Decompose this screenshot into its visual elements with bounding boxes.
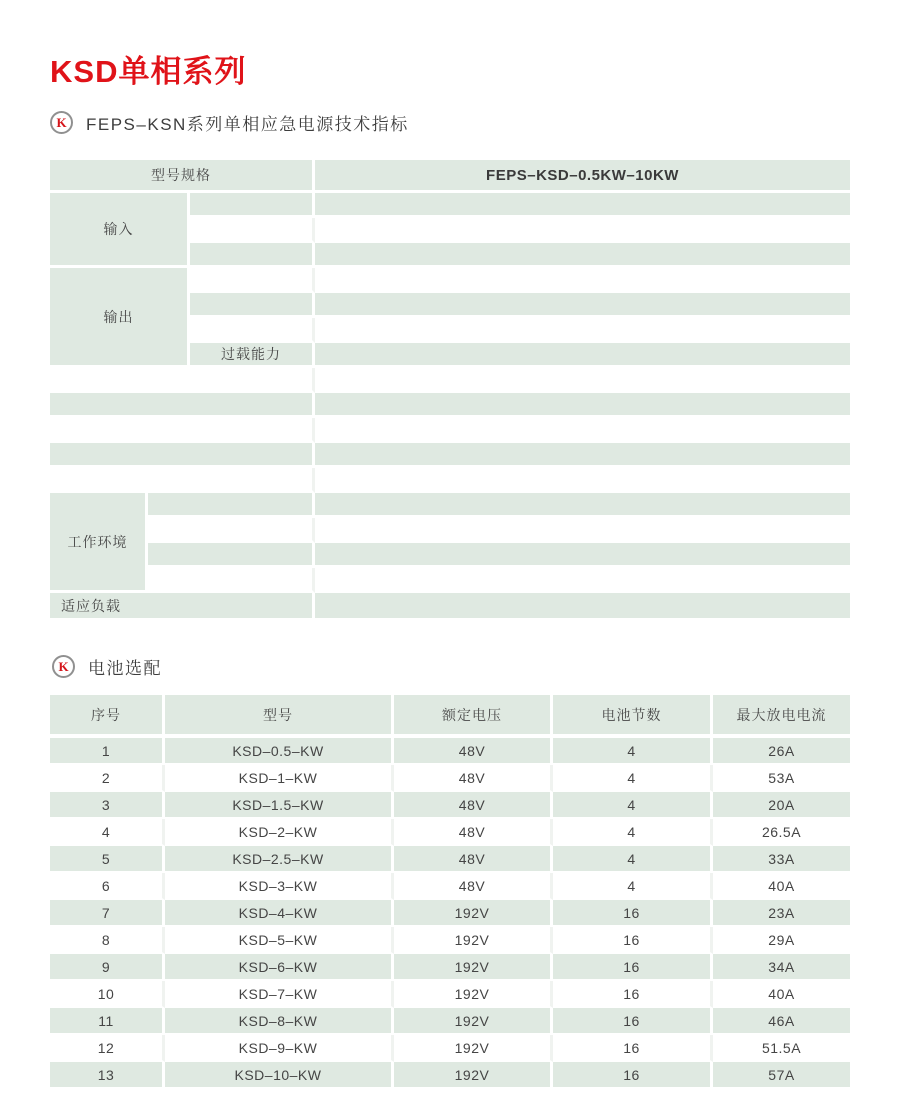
battery-cell: KSD–1.5–KW bbox=[165, 792, 394, 819]
spec-table bbox=[50, 160, 850, 618]
battery-cell: KSD–1–KW bbox=[165, 765, 394, 792]
page-title: KSD单相系列 bbox=[50, 54, 247, 89]
battery-cell: KSD–5–KW bbox=[165, 927, 394, 954]
battery-cell: 48V bbox=[394, 819, 553, 846]
battery-header-row bbox=[50, 695, 850, 738]
spec-empty-cell bbox=[315, 493, 850, 518]
battery-cell: KSD–10–KW bbox=[165, 1062, 394, 1089]
battery-cell: 26.5A bbox=[713, 819, 850, 846]
table-row bbox=[50, 873, 850, 900]
spec-empty-cell bbox=[315, 393, 850, 418]
spec-empty-cell bbox=[315, 543, 850, 568]
battery-cell: 40A bbox=[713, 873, 850, 900]
battery-cell: 16 bbox=[553, 981, 713, 1008]
battery-cell: KSD–2–KW bbox=[165, 819, 394, 846]
battery-cell: 8 bbox=[50, 927, 165, 954]
spec-empty-cell bbox=[148, 568, 315, 593]
battery-cell: 48V bbox=[394, 738, 553, 765]
table-row bbox=[50, 268, 850, 293]
battery-cell: 4 bbox=[553, 738, 713, 765]
table-row bbox=[50, 792, 850, 819]
battery-cell: 5 bbox=[50, 846, 165, 873]
table-row bbox=[50, 765, 850, 792]
spec-empty-cell bbox=[190, 243, 315, 268]
spec-empty-cell bbox=[315, 343, 850, 368]
battery-cell: 57A bbox=[713, 1062, 850, 1089]
table-row bbox=[50, 518, 850, 543]
battery-table bbox=[50, 695, 850, 1089]
battery-cell: 4 bbox=[50, 819, 165, 846]
battery-cell: KSD–4–KW bbox=[165, 900, 394, 927]
battery-cell: 192V bbox=[394, 900, 553, 927]
battery-cell: 53A bbox=[713, 765, 850, 792]
battery-cell: KSD–7–KW bbox=[165, 981, 394, 1008]
spec-empty-cell bbox=[315, 518, 850, 543]
spec-empty-cell bbox=[315, 318, 850, 343]
spec-overload-label: 过载能力 bbox=[190, 343, 315, 368]
battery-cell: KSD–8–KW bbox=[165, 1008, 394, 1035]
battery-cell: 4 bbox=[553, 873, 713, 900]
spec-model-label: 型号规格 bbox=[50, 160, 315, 193]
battery-cell: 16 bbox=[553, 1008, 713, 1035]
table-row bbox=[50, 418, 850, 443]
spec-load-label: 适应负载 bbox=[50, 593, 315, 618]
table-row bbox=[50, 468, 850, 493]
k-badge-icon: K bbox=[52, 655, 75, 678]
battery-cell: 4 bbox=[553, 792, 713, 819]
spec-empty-cell bbox=[50, 393, 315, 418]
battery-cell: 26A bbox=[713, 738, 850, 765]
spec-empty-cell bbox=[315, 443, 850, 468]
battery-cell: 4 bbox=[553, 765, 713, 792]
table-row bbox=[50, 954, 850, 981]
battery-cell: 16 bbox=[553, 954, 713, 981]
spec-empty-cell bbox=[315, 218, 850, 243]
spec-empty-cell bbox=[315, 568, 850, 593]
table-row bbox=[50, 160, 850, 193]
battery-column-header: 型号 bbox=[165, 695, 394, 738]
table-row bbox=[50, 981, 850, 1008]
spec-empty-cell bbox=[190, 268, 315, 293]
battery-cell: 51.5A bbox=[713, 1035, 850, 1062]
spec-empty-cell bbox=[148, 493, 315, 518]
battery-cell: 16 bbox=[553, 900, 713, 927]
battery-cell: 16 bbox=[553, 1035, 713, 1062]
battery-cell: 12 bbox=[50, 1035, 165, 1062]
spec-section-header bbox=[50, 110, 409, 135]
table-row bbox=[50, 846, 850, 873]
battery-cell: 48V bbox=[394, 792, 553, 819]
battery-cell: 34A bbox=[713, 954, 850, 981]
spec-empty-cell bbox=[315, 468, 850, 493]
battery-cell: 7 bbox=[50, 900, 165, 927]
battery-cell: 192V bbox=[394, 954, 553, 981]
spec-empty-cell bbox=[315, 243, 850, 268]
table-row bbox=[50, 738, 850, 765]
spec-empty-cell bbox=[315, 593, 850, 618]
battery-cell: 13 bbox=[50, 1062, 165, 1089]
battery-section-title: 电池选配 bbox=[88, 659, 162, 678]
spec-empty-cell bbox=[190, 293, 315, 318]
spec-empty-cell bbox=[50, 443, 315, 468]
table-row bbox=[50, 443, 850, 468]
table-row bbox=[50, 900, 850, 927]
spec-empty-cell bbox=[148, 518, 315, 543]
battery-cell: KSD–2.5–KW bbox=[165, 846, 394, 873]
spec-empty-cell bbox=[50, 468, 315, 493]
spec-output-label: 输出 bbox=[50, 268, 190, 368]
spec-empty-cell bbox=[190, 193, 315, 218]
battery-cell: 16 bbox=[553, 927, 713, 954]
battery-cell: 46A bbox=[713, 1008, 850, 1035]
battery-cell: KSD–3–KW bbox=[165, 873, 394, 900]
battery-cell: 10 bbox=[50, 981, 165, 1008]
battery-cell: 4 bbox=[553, 846, 713, 873]
battery-cell: 192V bbox=[394, 1008, 553, 1035]
battery-cell: 192V bbox=[394, 927, 553, 954]
table-row bbox=[50, 1035, 850, 1062]
table-row bbox=[50, 368, 850, 393]
battery-column-header: 序号 bbox=[50, 695, 165, 738]
battery-cell: 48V bbox=[394, 873, 553, 900]
table-row bbox=[50, 193, 850, 218]
battery-cell: 48V bbox=[394, 765, 553, 792]
spec-empty-cell bbox=[50, 368, 315, 393]
battery-cell: 20A bbox=[713, 792, 850, 819]
battery-cell: 192V bbox=[394, 1062, 553, 1089]
battery-cell: 33A bbox=[713, 846, 850, 873]
spec-empty-cell bbox=[50, 418, 315, 443]
table-row bbox=[50, 1008, 850, 1035]
table-row bbox=[50, 393, 850, 418]
spec-environment-label: 工作环境 bbox=[50, 493, 148, 593]
battery-cell: KSD–9–KW bbox=[165, 1035, 394, 1062]
battery-cell: 23A bbox=[713, 900, 850, 927]
battery-cell: 29A bbox=[713, 927, 850, 954]
battery-cell: 48V bbox=[394, 846, 553, 873]
battery-cell: 6 bbox=[50, 873, 165, 900]
battery-cell: 2 bbox=[50, 765, 165, 792]
battery-cell: KSD–6–KW bbox=[165, 954, 394, 981]
battery-cell: 40A bbox=[713, 981, 850, 1008]
battery-cell: 16 bbox=[553, 1062, 713, 1089]
battery-column-header: 额定电压 bbox=[394, 695, 553, 738]
spec-empty-cell bbox=[190, 218, 315, 243]
table-row bbox=[50, 568, 850, 593]
table-row bbox=[50, 819, 850, 846]
battery-cell: 3 bbox=[50, 792, 165, 819]
spec-model-value: FEPS–KSD–0.5KW–10KW bbox=[315, 160, 850, 193]
battery-column-header: 最大放电电流 bbox=[713, 695, 850, 738]
spec-input-label: 输入 bbox=[50, 193, 190, 268]
table-row bbox=[50, 593, 850, 618]
spec-empty-cell bbox=[148, 543, 315, 568]
battery-cell: 4 bbox=[553, 819, 713, 846]
battery-section-header bbox=[52, 654, 162, 679]
spec-empty-cell bbox=[315, 193, 850, 218]
spec-empty-cell bbox=[315, 293, 850, 318]
spec-section-title: FEPS–KSN系列单相应急电源技术指标 bbox=[86, 115, 409, 134]
battery-column-header: 电池节数 bbox=[553, 695, 713, 738]
k-badge-icon: K bbox=[50, 111, 73, 134]
spec-empty-cell bbox=[315, 268, 850, 293]
battery-cell: 1 bbox=[50, 738, 165, 765]
battery-cell: 192V bbox=[394, 1035, 553, 1062]
battery-cell: 192V bbox=[394, 981, 553, 1008]
spec-empty-cell bbox=[190, 318, 315, 343]
table-row bbox=[50, 1062, 850, 1089]
table-row bbox=[50, 493, 850, 518]
table-row bbox=[50, 543, 850, 568]
battery-cell: KSD–0.5–KW bbox=[165, 738, 394, 765]
spec-empty-cell bbox=[315, 368, 850, 393]
battery-cell: 11 bbox=[50, 1008, 165, 1035]
table-row bbox=[50, 927, 850, 954]
spec-empty-cell bbox=[315, 418, 850, 443]
battery-cell: 9 bbox=[50, 954, 165, 981]
